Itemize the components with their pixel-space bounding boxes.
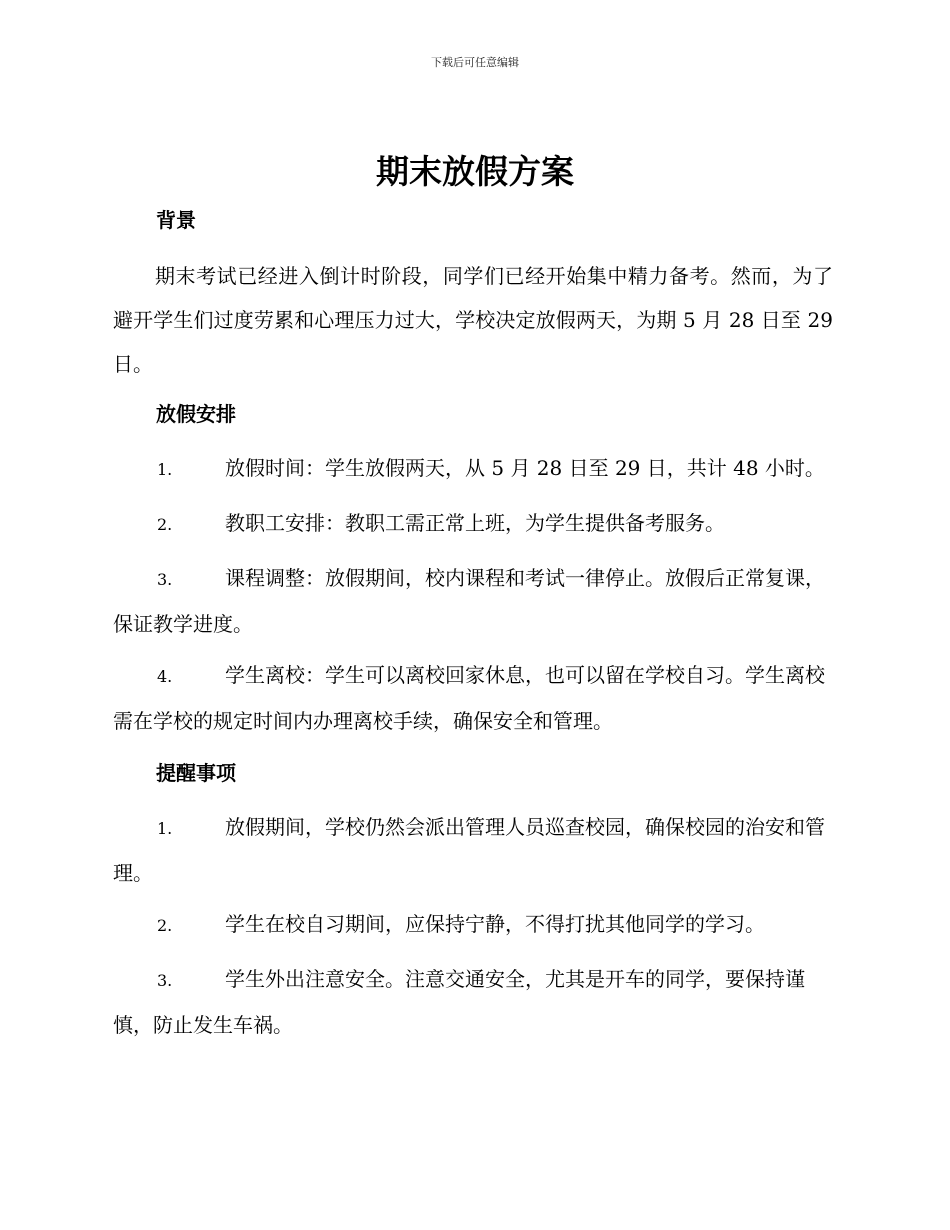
- list-item: [113, 556, 833, 646]
- background-paragraph: 期末考试已经进入倒计时阶段，同学们已经开始集中精力备考。然而，为了避开学生们过度劳累和心理压力过大，学校决定放假两天，为期 5 月 28 日至 29 日。: [113, 264, 833, 376]
- list-item-text: 放假时间：学生放假两天，从 5 月 28 日至 29 日，共计 48 小时。: [225, 456, 825, 480]
- list-item-text: 学生外出注意安全。注意交通安全，尤其是开车的同学，要保持谨慎，防止发生车祸。: [113, 967, 805, 1037]
- list-item: [113, 653, 833, 743]
- list-item-number: 3.: [157, 971, 173, 990]
- list-item: [113, 805, 833, 895]
- list-item-text: 课程调整：放假期间，校内课程和考试一律停止。放假后正常复课，保证教学进度。: [113, 566, 825, 636]
- section-heading-holiday-arrangement: 放假安排: [156, 402, 236, 426]
- list-item-number: 1.: [157, 819, 173, 838]
- list-item-text: 学生在校自习期间，应保持宁静，不得打扰其他同学的学习。: [225, 912, 765, 936]
- list-item-number: 1.: [157, 460, 173, 479]
- list-item-number: 2.: [157, 916, 173, 935]
- list-item-text: 教职工安排：教职工需正常上班，为学生提供备考服务。: [225, 511, 725, 535]
- list-item: [113, 446, 833, 492]
- list-item: [113, 501, 833, 547]
- list-item-number: 2.: [157, 515, 173, 534]
- list-item: [113, 957, 833, 1047]
- section-heading-background: 背景: [156, 208, 196, 232]
- list-item-text: 学生离校：学生可以离校回家休息，也可以留在学校自习。学生离校需在学校的规定时间内办理离校手续，确保安全和管理。: [113, 663, 825, 733]
- document-title: 期末放假方案: [376, 152, 574, 191]
- page-header-note: 下载后可任意编辑: [431, 56, 519, 69]
- list-item-text: 放假期间，学校仍然会派出管理人员巡查校园，确保校园的治安和管理。: [113, 815, 825, 885]
- list-item: [113, 902, 833, 948]
- list-item-number: 3.: [157, 570, 173, 589]
- section-heading-reminders: 提醒事项: [156, 761, 236, 785]
- list-item-number: 4.: [157, 667, 173, 686]
